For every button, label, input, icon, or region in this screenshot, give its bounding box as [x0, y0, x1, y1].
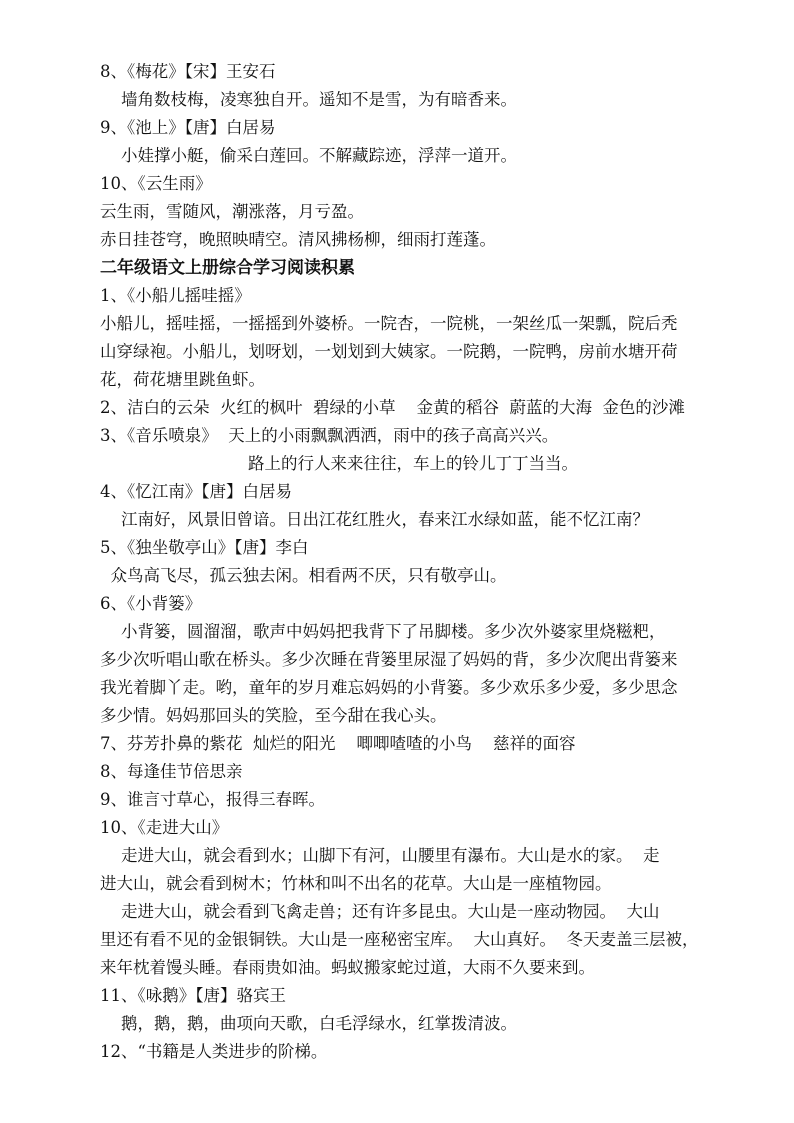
item-10-line-2: 进大山，就会看到树木；竹林和叫不出名的花草。大山是一座植物园。 [100, 874, 612, 893]
item-6-title: 6、《小背篓》 [100, 594, 202, 613]
item-10-title: 10、《走进大山》 [100, 818, 229, 837]
item-1-line-1: 小船儿，摇哇摇，一摇摇到外婆桥。一院杏，一院桃，一架丝瓜一架瓢，院后秃 [100, 314, 678, 333]
poem-10-title: 10、《云生雨》 [100, 174, 212, 193]
poem-9-text: 小娃撑小艇，偷采白莲回。不解藏踪迹，浮萍一道开。 [100, 146, 517, 165]
item-11-text: 鹅，鹅，鹅，曲项向天歌，白毛浮绿水，红掌拨清波。 [100, 1014, 517, 1033]
item-5-title: 5、《独坐敬亭山》【唐】李白 [100, 538, 309, 557]
poem-10-line-1: 云生雨，雪随风，潮涨落，月亏盈。 [100, 202, 364, 221]
item-11-title: 11、《咏鹅》【唐】骆宾王 [100, 986, 286, 1005]
section-heading: 二年级语文上册综合学习阅读积累 [100, 258, 355, 278]
item-3-line-1: 3、《音乐喷泉》 天上的小雨飘飘洒洒，雨中的孩子高高兴兴。 [100, 426, 559, 445]
item-9-text: 9、谁言寸草心，报得三春晖。 [100, 790, 325, 809]
poem-8-text: 墙角数枝梅，凌寒独自开。遥知不是雪，为有暗香来。 [100, 90, 517, 109]
poem-9-title: 9、《池上》【唐】白居易 [100, 118, 276, 137]
item-1-title: 1、《小船儿摇哇摇》 [100, 286, 251, 305]
item-6-line-1: 小背篓，圆溜溜，歌声中妈妈把我背下了吊脚楼。多少次外婆家里烧糍粑， [100, 622, 666, 641]
item-10-line-4: 里还有看不见的金银铜铁。大山是一座秘密宝库。 大山真好。 冬天麦盖三层被， [100, 930, 699, 949]
item-10-line-5: 来年枕着馒头睡。春雨贵如油。蚂蚁搬家蛇过道，大雨不久要来到。 [100, 958, 595, 977]
item-10-line-3: 走进大山，就会看到飞禽走兽；还有许多昆虫。大山是一座动物园。 大山 [100, 902, 660, 921]
item-4-title: 4、《忆江南》【唐】白居易 [100, 482, 292, 501]
item-6-line-4: 多少情。妈妈那回头的笑脸，至今甜在我心头。 [100, 706, 447, 725]
item-7-phrases: 7、芬芳扑鼻的紫花 灿烂的阳光 唧唧喳喳的小鸟 慈祥的面容 [100, 734, 576, 753]
item-5-text: 众鸟高飞尽，孤云独去闲。相看两不厌，只有敬亭山。 [100, 566, 507, 585]
item-10-line-1: 走进大山，就会看到水；山脚下有河，山腰里有瀑布。大山是水的家。 走 [100, 846, 660, 865]
item-3-line-2: 路上的行人来来往往，车上的铃儿丁丁当当。 [248, 454, 578, 473]
item-4-text: 江南好，风景旧曾谙。日出江花红胜火，春来江水绿如蓝，能不忆江南？ [100, 510, 649, 529]
item-1-line-3: 花，荷花塘里跳鱼虾。 [100, 370, 265, 389]
poem-8-title: 8、《梅花》【宋】王安石 [100, 62, 276, 81]
item-12-text: 12、“书籍是人类进步的阶梯。 [100, 1042, 328, 1061]
poem-10-line-2: 赤日挂苍穹，晚照映晴空。清风拂杨柳，细雨打莲蓬。 [100, 230, 496, 249]
item-6-line-3: 我光着脚丫走。哟，童年的岁月难忘妈妈的小背篓。多少欢乐多少爱，多少思念 [100, 678, 678, 697]
item-8-text: 8、每逢佳节倍思亲 [100, 762, 243, 781]
item-2-phrases: 2、洁白的云朵 火红的枫叶 碧绿的小草 金黄的稻谷 蔚蓝的大海 金色的沙滩 [100, 398, 685, 417]
item-6-line-2: 多少次听唱山歌在桥头。多少次睡在背篓里尿湿了妈妈的背，多少次爬出背篓来 [100, 650, 678, 669]
item-1-line-2: 山穿绿袍。小船儿，划呀划，一划划到大姨家。一院鹅，一院鸭，房前水塘开荷 [100, 342, 678, 361]
